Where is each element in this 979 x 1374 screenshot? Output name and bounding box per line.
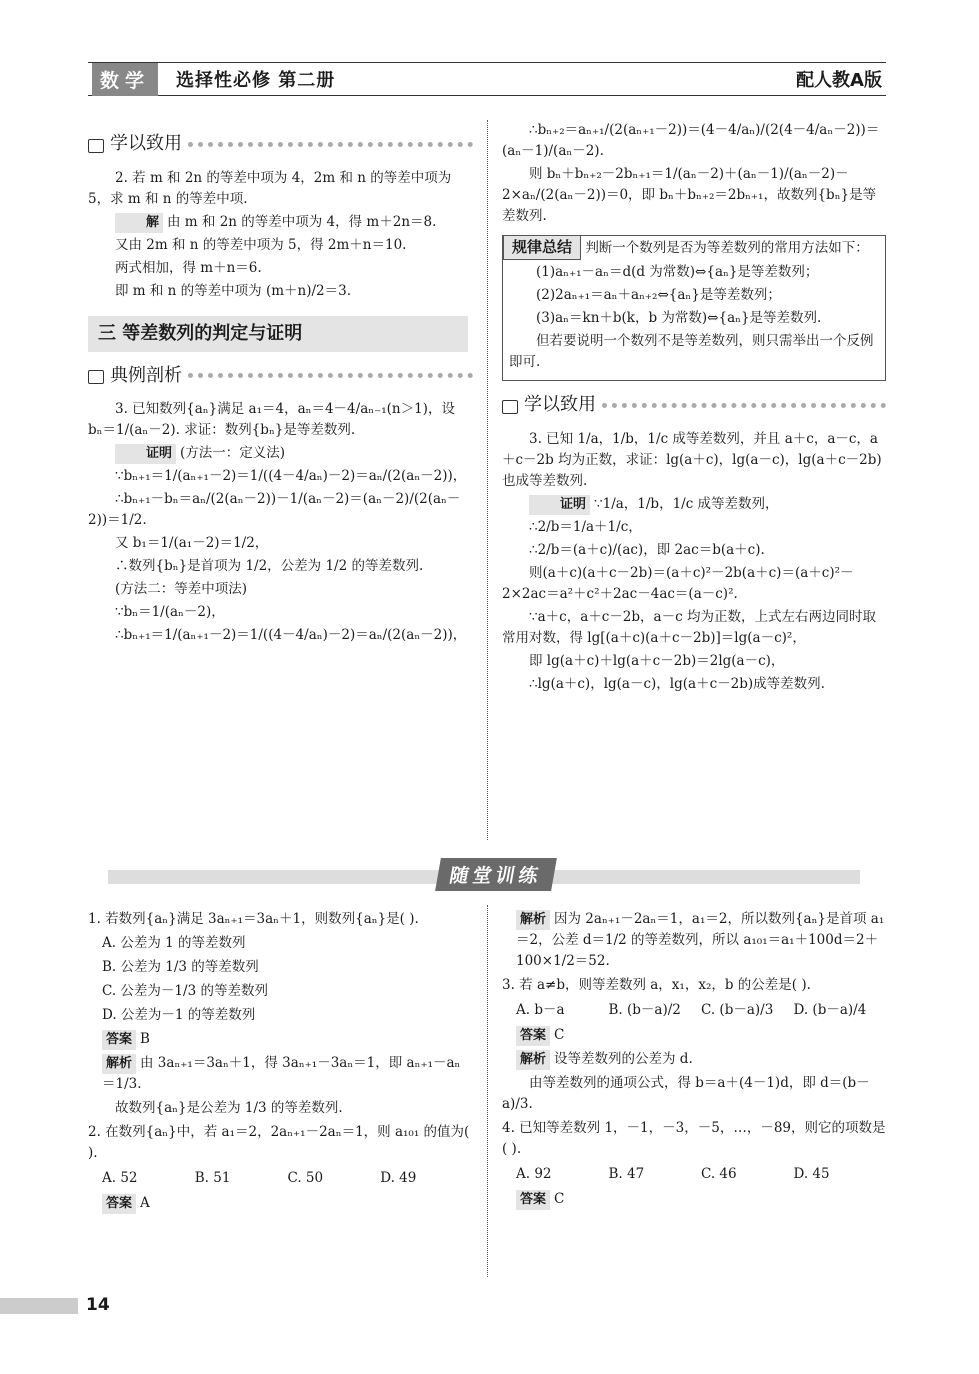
section-box-icon — [88, 139, 104, 153]
solution-line: 又由 2m 和 n 的等差中项为 5，得 2m＋n＝10. — [115, 236, 407, 253]
explanation-tag: 解析 — [516, 1050, 550, 1070]
proof-line: (方法二：等差中项法) — [115, 581, 248, 598]
column-divider — [487, 905, 488, 1277]
option: C. 46 — [701, 1165, 737, 1182]
explanation-line: 解析 由 3aₙ₊₁＝3aₙ＋1，得 3aₙ₊₁－3aₙ＝1，即 aₙ₊₁－aₙ＝1/3. — [102, 1054, 461, 1092]
column-divider — [487, 120, 488, 840]
rule-intro: 判断一个数列是否为等差数列的常用方法如下： — [585, 239, 869, 256]
chapter-section-title: 三 等差数列的判定与证明 — [88, 316, 468, 352]
proof-line: 证明 ∵1/a，1/b，1/c 成等差数列， — [502, 494, 886, 515]
proof-line: ∵a＋c，a＋c－2b，a－c 均为正数，上式左右两边同时取常用对数，得 lg[(a＋c)(a＋c－2b)]＝lg(a－c)²， — [502, 608, 876, 646]
answer-line: 答案 A — [88, 1193, 473, 1214]
option: A. 公差为 1 的等差数列 — [102, 934, 246, 951]
exercises-right — [502, 906, 886, 1213]
explanation-line: 解析 因为 2aₙ₊₁－2aₙ＝1，a₁＝2，所以数列{aₙ}是首项 a₁＝2，公差 d＝1/2 的等差数列，所以 a₁₀₁＝a₁＋100d＝2＋100×1/2＝52. — [516, 911, 885, 970]
proof-line: 又 b₁＝1/(a₁－2)＝1/2， — [115, 535, 269, 552]
problem-3b: 3. 已知 1/a，1/b，1/c 成等差数列，并且 a＋c，a－c，a＋c－2b 均为正数，求证：lg(a＋c)，lg(a－c)，lg(a＋c－2b)也成等差数列. — [502, 431, 882, 490]
explanation-line: 解析 设等差数列的公差为 d. — [502, 1049, 886, 1070]
section-heading: 典例剖析 — [88, 362, 473, 390]
rule-item: 但若要说明一个数列不是等差数列，则只需举出一个反例即可. — [509, 332, 874, 370]
explanation-tag: 解析 — [102, 1054, 136, 1074]
proof-line: 即 lg(a＋c)＋lg(a＋c－2b)＝2lg(a－c)， — [529, 652, 785, 669]
option: A. 52 — [102, 1169, 138, 1186]
answer-tag: 答案 — [102, 1194, 136, 1214]
section-heading: 学以致用 — [502, 391, 886, 419]
solution-line: 解 由 m 和 2n 的等差中项为 4，得 m＋2n＝8. — [88, 212, 473, 233]
proof-line: 则 bₙ＋bₙ₊₂－2bₙ₊₁＝1/(aₙ－2)＋(aₙ－1)/(aₙ－2)－2×aₙ/(2(aₙ－2))＝0，即 bₙ＋bₙ₊₂＝2bₙ₊₁，故数列{bₙ}是等差数列. — [502, 165, 877, 224]
proof-line: 则(a＋c)(a＋c－2b)＝(a＋c)²－2b(a＋c)＝(a＋c)²－2×2ac＝a²＋c²＋2ac－4ac＝(a－c)². — [502, 565, 854, 603]
answer-tag: 答案 — [516, 1026, 550, 1046]
page-number: 14 — [86, 1295, 110, 1315]
section-box-icon — [502, 400, 518, 414]
options-row — [502, 1000, 886, 1021]
answer-line: 答案 C — [502, 1025, 886, 1046]
proof-line: ∴lg(a＋c)，lg(a－c)，lg(a＋c－2b)成等差数列. — [529, 675, 825, 692]
option: B. 公差为 1/3 的等差数列 — [102, 958, 259, 975]
book-title: 选择性必修 第二册 — [176, 70, 336, 91]
exercise-2: 2. 在数列{aₙ}中，若 a₁＝2，2aₙ₊₁－2aₙ＝1，则 a₁₀₁ 的值为( ). — [88, 1123, 470, 1161]
edition-label: 配人教A版 — [796, 70, 882, 91]
option: C. 公差为－1/3 的等差数列 — [102, 982, 268, 999]
proof-line: ∴bₙ₊₁－bₙ＝aₙ/(2(aₙ－2))－1/(aₙ－2)＝(aₙ－2)/(2(aₙ－2))＝1/2. — [88, 491, 461, 529]
option: B. 47 — [608, 1165, 645, 1182]
page-header — [88, 62, 886, 96]
option: D. 45 — [793, 1165, 830, 1182]
option: A. 92 — [516, 1165, 552, 1182]
proof-line: ∵bₙ₊₁＝1/(aₙ₊₁－2)＝1/((4－4/aₙ)－2)＝aₙ/(2(aₙ－2))， — [115, 468, 467, 485]
answer-tag: 答案 — [516, 1190, 550, 1210]
practice-banner — [108, 858, 860, 890]
exercise-4: 4. 已知等差数列 1，－1，－3，－5，…，－89，则它的项数是( ). — [502, 1119, 886, 1157]
option: B. 51 — [194, 1169, 231, 1186]
solution-tag: 解 — [115, 213, 163, 233]
option: C. 50 — [287, 1169, 324, 1186]
proof-line: ∴bₙ₊₁＝1/(aₙ₊₁－2)＝1/((4－4/aₙ)－2)＝aₙ/(2(aₙ－2))， — [115, 626, 467, 643]
section-box-icon — [88, 370, 104, 384]
left-column — [88, 126, 473, 648]
rule-item: (2)2aₙ₊₁＝aₙ＋aₙ₊₂⇔{aₙ}是等差数列； — [536, 286, 781, 303]
rule-summary-title: 规律总结 — [503, 235, 581, 260]
option: D. 49 — [380, 1169, 417, 1186]
problem-2: 2. 若 m 和 2n 的等差中项为 4，2m 和 n 的等差中项为 5，求 m 和 n 的等差中项. — [88, 169, 452, 207]
practice-banner-label: 随堂训练 — [435, 858, 557, 891]
exercise-1: 1. 若数列{aₙ}满足 3aₙ₊₁＝3aₙ＋1，则数列{aₙ}是( ). — [88, 911, 419, 927]
rule-summary-box — [502, 235, 886, 382]
exercise-3: 3. 若 a≠b，则等差数列 a，x₁，x₂，b 的公差是( ). — [502, 976, 811, 993]
section-heading: 学以致用 — [88, 130, 473, 158]
options-row — [88, 1168, 473, 1189]
problem-3: 3. 已知数列{aₙ}满足 a₁＝4，aₙ＝4－4/aₙ₋₁(n＞1)，设 bₙ＝1/(aₙ－2). 求证：数列{bₙ}是等差数列. — [88, 401, 455, 439]
proof-line: ∴2/b＝(a＋c)/(ac)，即 2ac＝b(a＋c). — [529, 542, 765, 559]
option: C. (b－a)/3 — [701, 1001, 774, 1018]
answer-line: 答案 C — [502, 1189, 886, 1210]
footer-bar — [0, 1298, 78, 1314]
right-column — [502, 118, 886, 697]
explanation-line: 故数列{aₙ}是公差为 1/3 的等差数列. — [115, 1099, 343, 1116]
proof-tag: 证明 — [529, 495, 590, 515]
options-row — [502, 1164, 886, 1185]
subject-label: 数学 — [92, 63, 158, 96]
proof-line: ∴数列{bₙ}是首项为 1/2，公差为 1/2 的等差数列. — [115, 558, 424, 575]
option: B. (b－a)/2 — [608, 1001, 681, 1018]
answer-line: 答案 B — [88, 1029, 473, 1050]
rule-item: (3)aₙ＝kn＋b(k，b 为常数)⇔{aₙ}是等差数列. — [536, 309, 822, 326]
rule-item: (1)aₙ₊₁－aₙ＝d(d 为常数)⇔{aₙ}是等差数列； — [536, 263, 819, 280]
proof-line: ∴2/b＝1/a＋1/c， — [529, 519, 642, 536]
option: D. 公差为－1 的等差数列 — [102, 1006, 256, 1023]
solution-line: 即 m 和 n 的等差中项为 (m＋n)/2＝3. — [115, 282, 351, 299]
option: D. (b－a)/4 — [793, 1001, 867, 1018]
option: A. b－a — [516, 1001, 565, 1018]
explanation-tag: 解析 — [516, 910, 550, 930]
answer-tag: 答案 — [102, 1030, 136, 1050]
proof-line: ∴bₙ₊₂＝aₙ₊₁/(2(aₙ₊₁－2))＝(4－4/aₙ)/(2(4－4/aₙ－2))＝(aₙ－1)/(aₙ－2). — [502, 122, 880, 159]
proof-line: ∵bₙ＝1/(aₙ－2)， — [115, 603, 225, 620]
explanation-line: 由等差数列的通项公式，得 b＝a＋(4－1)d，即 d＝(b－a)/3. — [502, 1075, 870, 1113]
exercises-left — [88, 906, 473, 1217]
proof-tag: 证明 — [115, 444, 176, 464]
proof-line: 证明 (方法一：定义法) — [88, 443, 473, 464]
solution-line: 两式相加，得 m＋n＝6. — [115, 259, 262, 276]
